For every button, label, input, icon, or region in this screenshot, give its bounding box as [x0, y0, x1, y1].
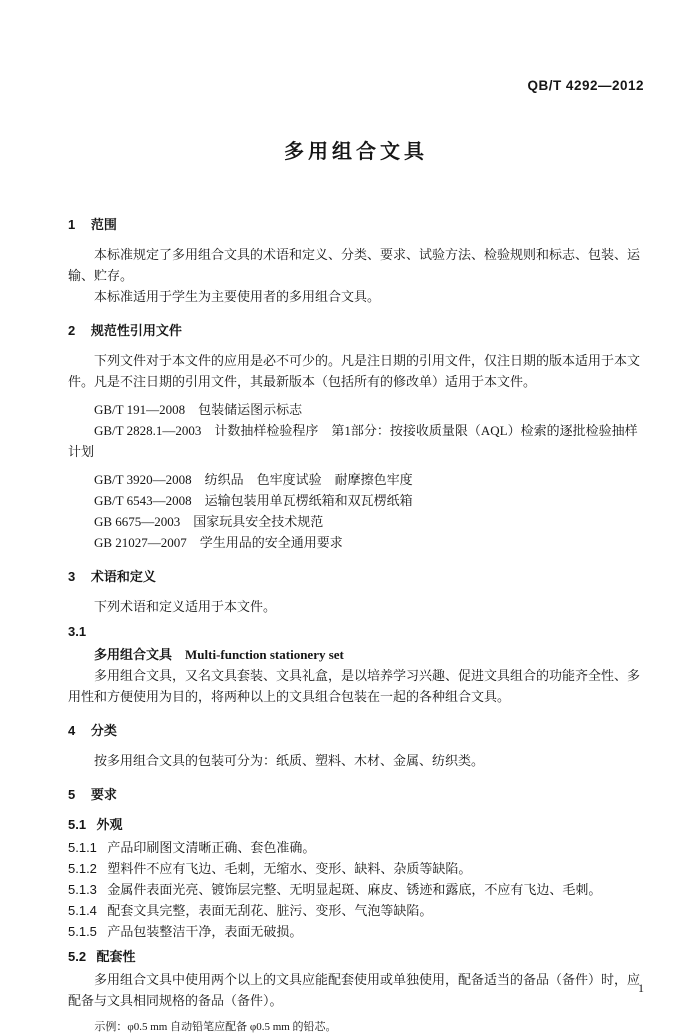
clause-number: 多用组合文具 [94, 647, 173, 662]
clause-text: 规范性引用文件 [90, 323, 182, 338]
section-heading [68, 214, 644, 235]
subsection-heading [68, 946, 644, 967]
paragraph: 按多用组合文具的包装可分为：纸质、塑料、木材、金属、纺织类。 [94, 753, 485, 768]
clause-text: 产品包装整洁干净，表面无破损。 [107, 924, 303, 939]
term-definition-heading [68, 644, 644, 665]
document-body [68, 214, 644, 1036]
subsection-heading [68, 814, 644, 835]
clause-text: 要求 [90, 787, 117, 802]
reference-item: GB/T 6543—2008 运输包装用单瓦楞纸箱和双瓦楞纸箱 [94, 493, 413, 508]
paragraph: 本标准规定了多用组合文具的术语和定义、分类、要求、试验方法、检验规则和标志、包装、运输、贮存。 [68, 247, 641, 283]
section-heading [68, 784, 644, 805]
clause-number: 3.1 [68, 624, 87, 639]
page-number: 1 [638, 981, 644, 995]
doc-number: QB/T 4292—2012 [527, 78, 644, 93]
clause-item [68, 921, 644, 942]
paragraph: 本标准适用于学生为主要使用者的多用组合文具。 [94, 289, 381, 304]
clause-number: 5.1.4 [68, 903, 97, 918]
paragraph: 多用组合文具中使用两个以上的文具应能配套使用或单独使用，配备适当的备品（备件）时，应配备与文具相同规格的备品（备件）。 [68, 972, 641, 1008]
clause-text: 配套文具完整，表面无刮花、脏污、变形、气泡等缺陷。 [107, 903, 433, 918]
clause-item [68, 837, 644, 858]
section-heading [68, 720, 644, 741]
example-note: 示例：φ0.5 mm 自动铅笔应配备 φ0.5 mm 的铅芯。 [94, 1021, 337, 1033]
reference-item: GB/T 191—2008 包装储运图示标志 [94, 402, 303, 417]
clause-number: 1 [68, 217, 76, 232]
clause-text: 金属件表面光亮、镀饰层完整、无明显起斑、麻皮、锈迹和露底，不应有飞边、毛刺。 [107, 882, 602, 897]
clause-number: 5.1 [68, 817, 87, 832]
paragraph: 多用组合文具，又名文具套装、文具礼盒，是以培养学习兴趣、促进文具组合的功能齐全性、多用性和方便使用为目的，将两种以上的文具组合包装在一起的各种组合文具。 [68, 668, 641, 704]
clause-number: 5.1.1 [68, 840, 97, 855]
clause-number: 5.1.3 [68, 882, 97, 897]
reference-item: GB 6675—2003 国家玩具安全技术规范 [94, 514, 324, 529]
clause-text: 术语和定义 [90, 569, 156, 584]
clause-text: 外观 [96, 817, 123, 832]
clause-item [68, 900, 644, 921]
clause-item [68, 858, 644, 879]
page-title: 多用组合文具 [284, 141, 428, 163]
section-heading [68, 320, 644, 341]
paragraph: 下列文件对于本文件的应用是必不可少的。凡是注日期的引用文件，仅注日期的版本适用于本文件。凡是不注日期的引用文件，其最新版本（包括所有的修改单）适用于本文件。 [68, 353, 641, 389]
paragraph: 下列术语和定义适用于本文件。 [94, 599, 277, 614]
section-heading [68, 566, 644, 587]
clause-text: 产品印刷图文清晰正确、套色准确。 [107, 840, 316, 855]
clause-text: 范围 [90, 217, 117, 232]
reference-item: GB/T 3920—2008 纺织品 色牢度试验 耐摩擦色牢度 [94, 472, 413, 487]
clause-text: 塑料件不应有飞边、毛刺，无缩水、变形、缺料、杂质等缺陷。 [107, 861, 472, 876]
clause-number: 4 [68, 723, 76, 738]
clause-text: Multi-function stationery set [185, 647, 344, 662]
clause-number: 3 [68, 569, 76, 584]
clause-number: 5.1.5 [68, 924, 97, 939]
reference-item: GB/T 2828.1—2003 计数抽样检验程序 第1部分：按接收质量限（AQL）检索的逐批检验抽样计划 [68, 423, 638, 459]
clause-text: 分类 [90, 723, 117, 738]
clause-number: 2 [68, 323, 76, 338]
clause-item [68, 879, 644, 900]
reference-item: GB 21027—2007 学生用品的安全通用要求 [94, 535, 343, 550]
clause-number: 5.2 [68, 949, 87, 964]
clause-text: 配套性 [96, 949, 136, 964]
clause-number: 5 [68, 787, 76, 802]
subsection-heading [68, 621, 644, 642]
clause-number: 5.1.2 [68, 861, 97, 876]
